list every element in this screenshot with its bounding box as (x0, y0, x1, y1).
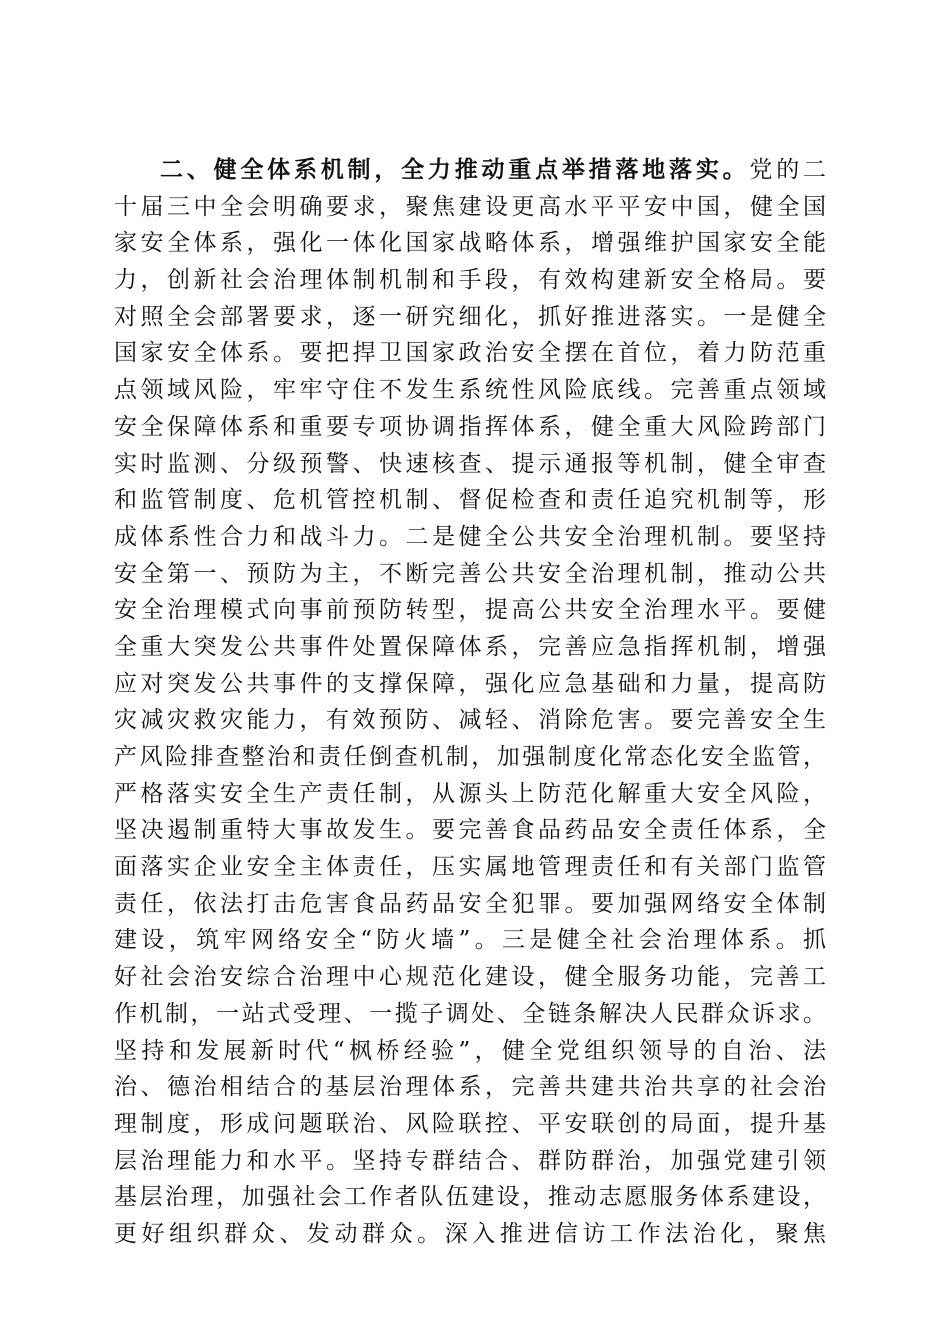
text-line: 基层治理，加强社会工作者队伍建设，推动志愿服务体系建设， (114, 1184, 826, 1211)
text-line: 责任，依法打击危害食品药品安全犯罪。要加强网络安全体制 (114, 890, 826, 917)
text-line: 对照全会部署要求，逐一研究细化，抓好推进落实。一是健全 (114, 303, 826, 330)
text-line: 力，创新社会治理体制机制和手段，有效构建新安全格局。要 (114, 267, 826, 294)
text-line: 实时监测、分级预警、快速核查、提示通报等机制，健全审查 (114, 450, 826, 477)
text-line: 治、德治相结合的基层治理体系，完善共建共治共享的社会治 (114, 1074, 826, 1101)
section-heading: 二、健全体系机制，全力推动重点举措落地落实。 (160, 157, 750, 183)
text-line: 面落实企业安全主体责任，压实属地管理责任和有关部门监管 (114, 854, 826, 881)
text-line: 理制度，形成问题联治、风险联控、平安联创的局面，提升基 (114, 1110, 826, 1137)
body-paragraph (114, 152, 826, 1253)
text-line: 应对突发公共事件的支撑保障，强化应急基础和力量，提高防 (114, 670, 826, 697)
paragraph-first-line (114, 152, 826, 189)
text-line: 成体系性合力和战斗力。二是健全公共安全治理机制。要坚持 (114, 523, 826, 550)
text-line: 安全第一、预防为主，不断完善公共安全治理机制，推动公共 (114, 560, 826, 587)
text-line: 好社会治安综合治理中心规范化建设，健全服务功能，完善工 (114, 964, 826, 991)
text-line: 建设，筑牢网络安全“防火墙”。三是健全社会治理体系。抓 (114, 927, 826, 954)
text-line: 十届三中全会明确要求，聚焦建设更高水平平安中国，健全国 (114, 193, 826, 220)
text-line: 层治理能力和水平。坚持专群结合、群防群治，加强党建引领 (114, 1147, 826, 1174)
text-line: 国家安全体系。要把捍卫国家政治安全摆在首位，着力防范重 (114, 340, 826, 367)
text-line: 坚持和发展新时代“枫桥经验”，健全党组织领导的自治、法 (114, 1037, 826, 1064)
text-line: 党的二 (749, 157, 826, 183)
text-line: 更好组织群众、发动群众。深入推进信访工作法治化，聚焦 (114, 1220, 826, 1247)
text-line: 和监管制度、危机管控机制、督促检查和责任追究机制等，形 (114, 487, 826, 514)
text-line: 产风险排查整治和责任倒查机制，加强制度化常态化安全监管， (114, 744, 826, 770)
text-line: 灾减灾救灾能力，有效预防、减轻、消除危害。要完善安全生 (114, 707, 826, 734)
text-line: 家安全体系，强化一体化国家战略体系，增强维护国家安全能 (114, 230, 826, 257)
text-line: 安全治理模式向事前预防转型，提高公共安全治理水平。要健 (114, 597, 826, 624)
text-line: 点领域风险，牢牢守住不发生系统性风险底线。完善重点领域 (114, 377, 826, 404)
text-line: 全重大突发公共事件处置保障体系，完善应急指挥机制，增强 (114, 633, 826, 660)
text-line: 作机制，一站式受理、一揽子调处、全链条解决人民群众诉求。 (114, 1000, 826, 1027)
text-line: 安全保障体系和重要专项协调指挥体系，健全重大风险跨部门 (114, 413, 826, 440)
text-line: 坚决遏制重特大事故发生。要完善食品药品安全责任体系，全 (114, 817, 826, 844)
text-line: 严格落实安全生产责任制，从源头上防范化解重大安全风险， (114, 780, 826, 807)
